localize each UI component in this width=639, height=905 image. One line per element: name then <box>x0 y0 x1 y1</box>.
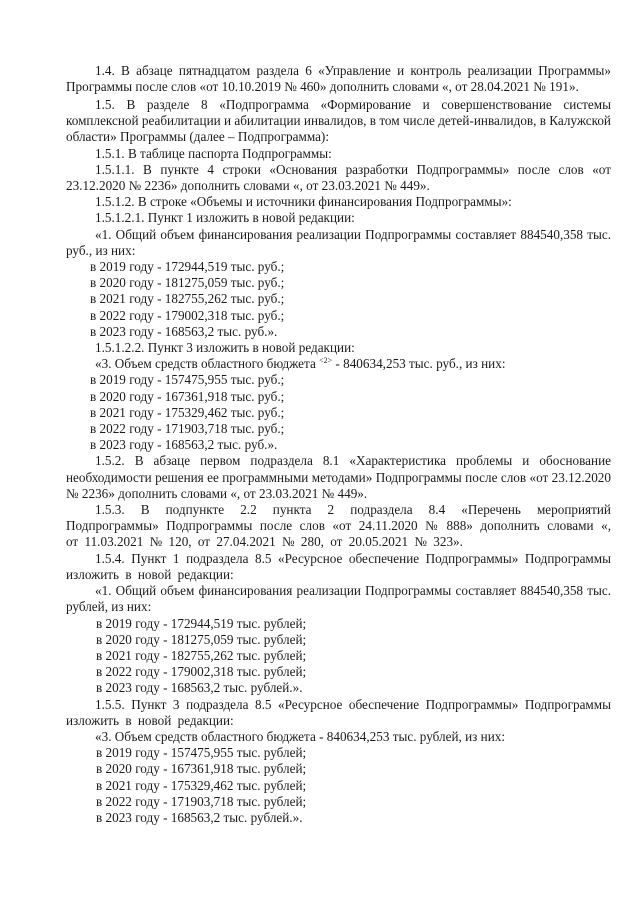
list-item: в 2019 году - 157475,955 тыс. руб.; <box>90 372 285 388</box>
year-list-4 <box>66 745 611 826</box>
year-list-1 <box>66 259 611 340</box>
quote-regional-budget: «3. Объем средств областного бюджета $^{<2>}$ - 840634,253 тыс. руб., из них: <box>95 356 506 372</box>
footnote-marker: <2> <box>319 356 333 366</box>
list-item: в 2023 году - 168563,2 тыс. рублей.». <box>96 809 303 825</box>
paragraph-1-5-1-1: 1.5.1.1. В пункте 4 строки «Основания разработки Подпрограммы» после слов «от 23.12.2020 № 2236» дополнить словами «, от 23.03.2021 № 449». <box>66 161 611 194</box>
list-item: в 2019 году - 172944,519 тыс. руб.; <box>90 259 285 275</box>
list-item: в 2023 году - 168563,2 тыс. руб.». <box>90 437 278 453</box>
list-item: в 2021 году - 175329,462 тыс. рублей; <box>96 777 307 793</box>
list-item: в 2021 году - 182755,262 тыс. руб.; <box>90 291 285 307</box>
quote-total-financing: «1. Общий объем финансирования реализации Подпрограммы составляет 884540,358 тыс. руб., из них: <box>66 226 611 258</box>
paragraph-1-5-4: 1.5.4. Пункт 1 подраздела 8.5 «Ресурсное обеспечение Подпрограммы» Подпрограммы изложить в новой редакции: <box>66 550 611 582</box>
paragraph-1-4: 1.4. В абзаце пятнадцатом раздела 6 «Управление и контроль реализации Программы» Программы после слов «от 10.10.2019 № 460» дополнить словами «, от 28.04.2021 № 191». <box>66 63 611 95</box>
quote-regional-budget-rub: «3. Объем средств областного бюджета - 840634,253 тыс. рублей, из них: <box>95 728 506 744</box>
paragraph-1-5-3: 1.5.3. В подпункте 2.2 пункта 2 подраздела 8.4 «Перечень мероприятий Подпрограммы» Подпрограммы после слов «от 24.11.2020 № 888» дополнить словами «, от 11.03.2021 № 120, от 27.04.2021 № 280, от 20.05.2021 № 323». <box>66 502 611 550</box>
list-item: в 2021 году - 182755,262 тыс. рублей; <box>96 647 307 663</box>
list-item: в 2019 году - 172944,519 тыс. рублей; <box>96 615 307 631</box>
list-item: в 2022 году - 179002,318 тыс. рублей; <box>96 664 307 680</box>
list-item: в 2020 году - 181275,059 тыс. руб.; <box>90 275 285 291</box>
year-list-2 <box>66 372 611 453</box>
quote-total-financing-rub: «1. Общий объем финансирования реализации Подпрограммы составляет 884540,358 тыс. рублей, из них: <box>66 583 611 615</box>
year-list-3 <box>66 616 611 697</box>
list-item: в 2022 году - 171903,718 тыс. руб.; <box>90 421 285 437</box>
paragraph-1-5-1: 1.5.1. В таблице паспорта Подпрограммы: <box>95 145 332 161</box>
list-item: в 2023 году - 168563,2 тыс. руб.». <box>90 323 278 339</box>
list-item: в 2022 году - 171903,718 тыс. рублей; <box>96 793 307 809</box>
paragraph-1-5-1-2-1: 1.5.1.2.1. Пункт 1 изложить в новой редакции: <box>95 210 355 226</box>
paragraph-1-5-5: 1.5.5. Пункт 3 подраздела 8.5 «Ресурсное обеспечение Подпрограммы» Подпрограммы изложить в новой редакции: <box>66 696 611 728</box>
paragraph-1-5-1-2: 1.5.1.2. В строке «Объемы и источники финансирования Подпрограммы»: <box>95 194 512 210</box>
list-item: в 2020 году - 167361,918 тыс. руб.; <box>90 388 285 404</box>
list-item: в 2020 году - 181275,059 тыс. рублей; <box>96 631 307 647</box>
document-body <box>66 63 611 826</box>
list-item: в 2023 году - 168563,2 тыс. рублей.». <box>96 680 303 696</box>
paragraph-1-5: 1.5. В разделе 8 «Подпрограмма «Формирование и совершенствование системы комплексной реабилитации и абилитации инвалидов, в том числе детей-инвалидов, в Калужской области» Программы (далее – Подпрограмма): <box>66 97 611 145</box>
paragraph-1-5-2: 1.5.2. В абзаце первом подраздела 8.1 «Характеристика проблемы и обоснование необходимости решения ее программными методами» Подпрограммы после слов «от 23.12.2020 № 2236» дополнить словами «, от 23.03.2021 № 449». <box>66 453 611 501</box>
list-item: в 2022 году - 179002,318 тыс. руб.; <box>90 307 285 323</box>
paragraph-1-5-1-2-2: 1.5.1.2.2. Пункт 3 изложить в новой редакции: <box>95 340 355 356</box>
list-item: в 2020 году - 167361,918 тыс. рублей; <box>96 761 307 777</box>
list-item: в 2021 году - 175329,462 тыс. руб.; <box>90 404 285 420</box>
list-item: в 2019 году - 157475,955 тыс. рублей; <box>96 745 307 761</box>
